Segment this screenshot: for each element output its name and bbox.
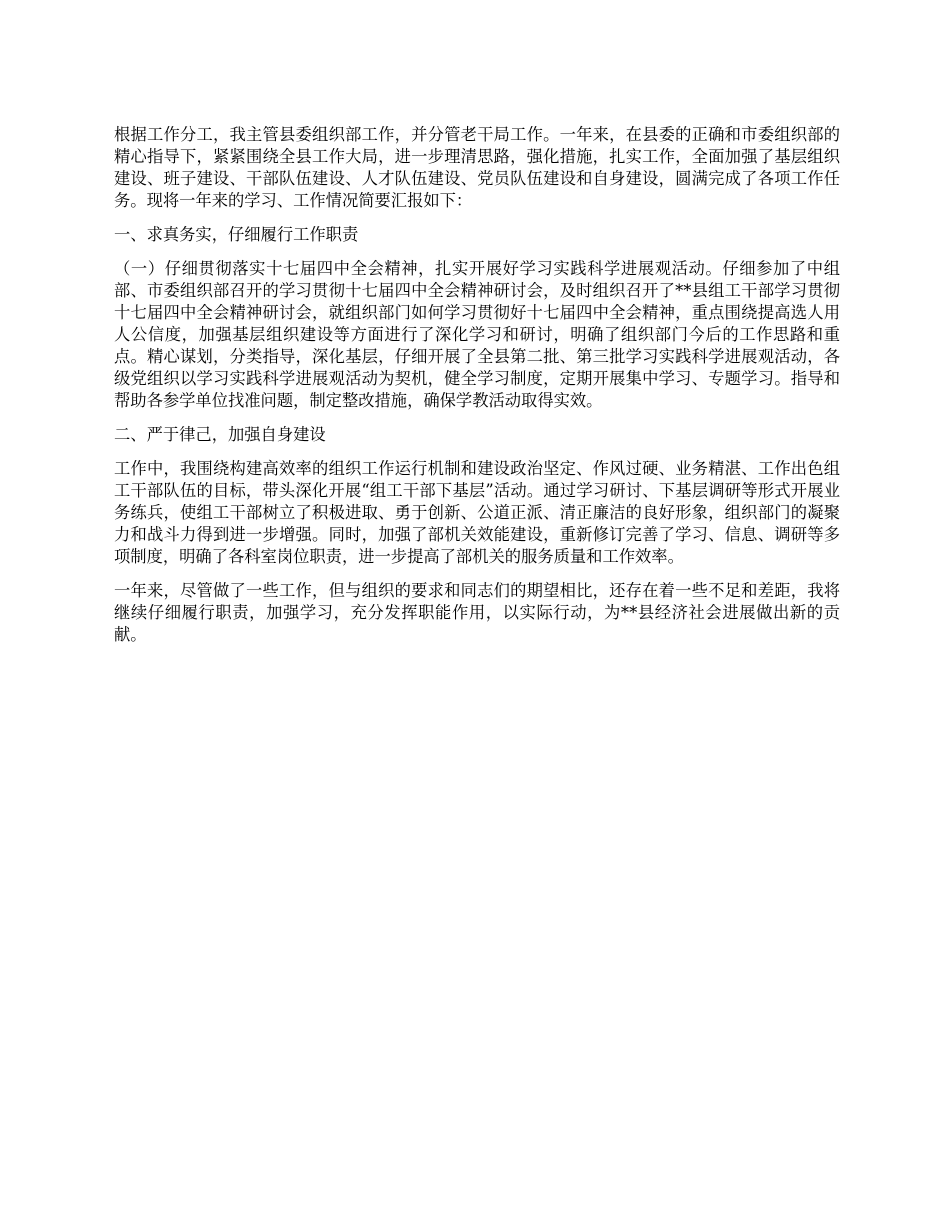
document-body — [114, 124, 840, 658]
section-2-heading: 二、严于律己，加强自身建设 — [114, 425, 326, 444]
intro-paragraph: 根据工作分工，我主管县委组织部工作，并分管老干局工作。一年来，在县委的正确和市委组织部的精心指导下，紧紧围绕全县工作大局，进一步理清思路，强化措施，扎实工作，全面加强了基层组织建设、班子建设、干部队伍建设、人才队伍建设、党员队伍建设和自身建设，圆满完成了各项工作任务。现将一年来的学习、工作情况简要汇报如下： — [114, 125, 840, 210]
closing-paragraph: 一年来，尽管做了一些工作，但与组织的要求和同志们的期望相比，还存在着一些不足和差距，我将继续仔细履行职责，加强学习，充分发挥职能作用，以实际行动，为**县经济社会进展做出新的贡献。 — [114, 581, 840, 644]
section-2-paragraph: 工作中，我围绕构建高效率的组织工作运行机制和建设政治坚定、作风过硬、业务精湛、工作出色组工干部队伍的目标，带头深化开展“组工干部下基层”活动。通过学习研讨、下基层调研等形式开展业务练兵，使组工干部树立了积极进取、勇于创新、公道正派、清正廉洁的良好形象，组织部门的凝聚力和战斗力得到进一步增强。同时，加强了部机关效能建设，重新修订完善了学习、信息、调研等多项制度，明确了各科室岗位职责，进一步提高了部机关的服务质量和工作效率。 — [114, 459, 840, 566]
section-1-paragraph: （一）仔细贯彻落实十七届四中全会精神，扎实开展好学习实践科学进展观活动。仔细参加了中组部、市委组织部召开的学习贯彻十七届四中全会精神研讨会，及时组织召开了**县组工干部学习贯彻十七届四中全会精神研讨会，就组织部门如何学习贯彻好十七届四中全会精神，重点围绕提高选人用人公信度，加强基层组织建设等方面进行了深化学习和研讨，明确了组织部门今后的工作思路和重点。精心谋划，分类指导，深化基层，仔细开展了全县第二批、第三批学习实践科学进展观活动，各级党组织以学习实践科学进展观活动为契机，健全学习制度，定期开展集中学习、专题学习。指导和帮助各参学单位找准问题，制定整改措施，确保学教活动取得实效。 — [114, 259, 840, 410]
section-1-heading: 一、求真务实，仔细履行工作职责 — [114, 225, 359, 244]
